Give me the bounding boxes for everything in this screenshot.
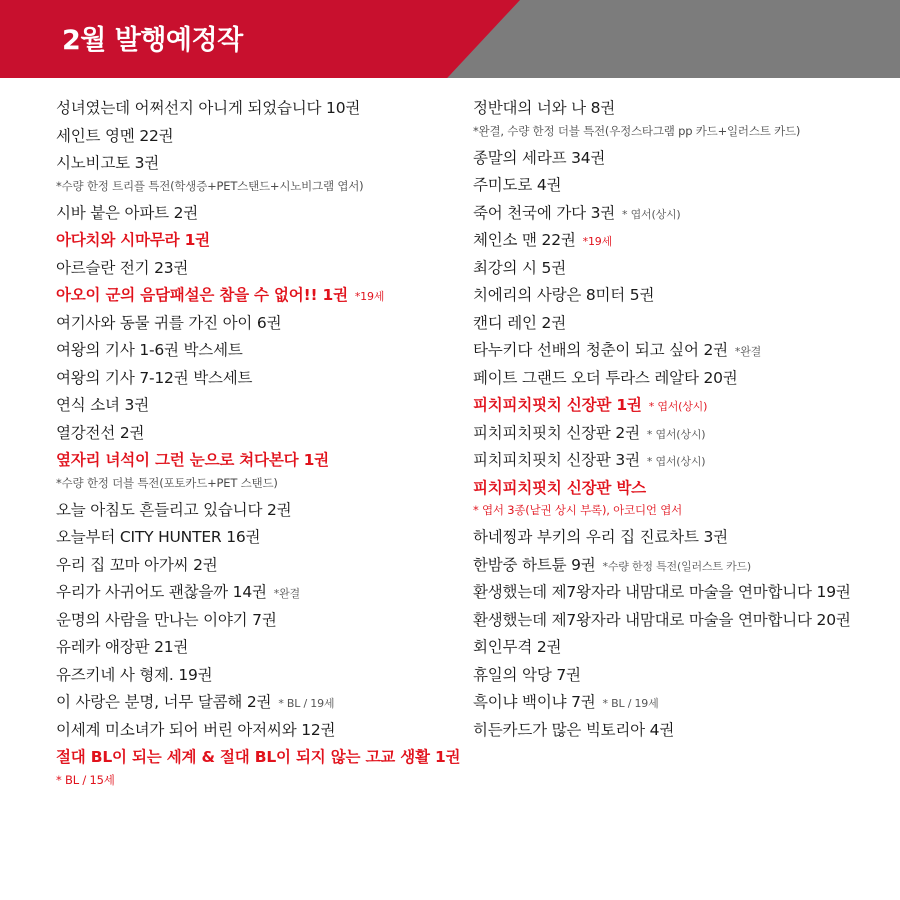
list-item [473,370,893,387]
list-item [473,452,893,469]
list-item-badge: *완결 [734,345,762,358]
list-item-title: 환생했는데 제7왕자라 내맘대로 마술을 연마합니다 19권 [473,583,851,601]
list-item [473,205,893,222]
list-item-note: * BL / 15세 [56,772,115,787]
list-item [473,722,893,739]
list-item [56,155,476,172]
list-item-title: 오늘부터 CITY HUNTER 16권 [56,528,261,546]
list-item-title: 페이트 그랜드 오더 투라스 레알타 20권 [473,368,738,387]
list-item-badge: *19세 [354,290,385,303]
list-item-title: 여왕의 기사 7-12권 박스세트 [56,368,253,387]
list-item-title: 주미도로 4권 [473,176,562,194]
list-item [473,584,893,601]
list-item-title: 유즈키네 사 형제. 19권 [56,665,213,684]
list-item-title: 절대 BL이 되는 세계 & 절대 BL이 되지 않는 고교 생활 1권 [56,748,461,766]
list-item-title: 흑이냐 백이냐 7권 [473,693,596,711]
list-item [56,612,476,629]
list-item-title: 피치피치핏치 신장판 3권 [473,451,640,469]
list-item-note: * 엽서 3종(낱권 상시 부록), 아코디언 엽서 [473,503,683,517]
list-item-title: 아다치와 시마무라 1권 [56,231,210,249]
list-item-badge: * BL / 19세 [278,697,335,710]
list-item [473,315,893,332]
list-item-title: 운명의 사람을 만나는 이야기 7권 [56,610,277,629]
list-item-title: 회인무격 2권 [473,638,562,656]
list-item [56,287,476,304]
list-item [473,100,893,117]
list-item-title: 체인소 맨 22권 [473,231,576,249]
left-column [56,100,476,799]
list-item-title: 치에리의 사랑은 8미터 5권 [473,286,655,304]
list-item-title: 피치피치핏치 신장판 2권 [473,423,640,442]
list-item [473,397,893,414]
list-item-title: 성녀였는데 어쩌선지 아니게 되었습니다 10권 [56,99,361,117]
list-item-title: 유레카 애장판 21권 [56,638,189,656]
list-item [473,529,893,546]
list-item-title: 우리 집 꼬마 아가씨 2권 [56,555,218,574]
release-list-columns [0,78,900,900]
list-item-badge: * 엽서(상시) [622,207,681,221]
list-item-badge: *완결 [273,587,300,600]
list-item-title: 휴일의 악당 7권 [473,665,581,684]
list-item-badge: * 엽서(상시) [646,427,706,441]
list-item-badge: * 엽서(상시) [648,400,708,413]
list-item [56,557,476,574]
list-item-title: 히든카드가 많은 빅토리아 4권 [473,720,675,739]
list-item [56,722,476,739]
list-item-badge: *수량 한정 특전(일러스트 카드) [602,559,752,573]
list-item-title: 옆자리 녀석이 그런 눈으로 쳐다본다 1권 [56,451,329,469]
list-item-title: 캔디 레인 2권 [473,313,566,332]
list-item-title: 열강전선 2권 [56,423,145,442]
list-item-title: 타누키다 선배의 청춘이 되고 싶어 2권 [473,341,728,359]
list-item [56,342,476,359]
list-item-note: *수량 한정 트리플 특전(학생증+PET스탠드+시노비그램 엽서) [56,178,364,193]
list-item-title: 피치피치핏치 신장판 박스 [473,478,646,497]
list-item-title: 하네찡과 부키의 우리 집 진료차트 3권 [473,528,728,546]
list-item [56,584,476,601]
list-item-title: 정반대의 너와 나 8권 [473,99,616,117]
list-item [56,425,476,442]
list-item [473,557,893,574]
list-item [473,150,893,167]
list-item-title: 우리가 사귀어도 괜찮을까 14권 [56,583,267,601]
list-item [56,370,476,387]
list-item-title: 시바 붙은 아파트 2권 [56,203,199,222]
list-item [473,342,893,359]
list-item-title: 피치피치핏치 신장판 1권 [473,396,642,414]
list-item-note: *수량 한정 더블 특전(포토카드+PET 스탠드) [56,475,278,490]
list-item [473,287,893,304]
list-item [56,529,476,546]
page-header [0,0,900,78]
list-item-title: 시노비고토 3권 [56,154,160,172]
list-item-title: 이 사랑은 분명, 너무 달콤해 2권 [56,693,272,711]
list-item-title: 연식 소녀 3권 [56,396,149,414]
list-item-title: 죽어 천국에 가다 3권 [473,203,616,222]
list-item [56,452,476,469]
list-item [473,425,893,442]
list-item-badge: *19세 [582,235,612,248]
list-item [56,260,476,277]
list-item [56,205,476,222]
list-item-title: 여왕의 기사 1-6권 박스세트 [56,341,243,359]
list-item [56,694,476,711]
list-item-title: 세인트 영멘 22권 [56,126,174,145]
list-item [473,260,893,277]
list-item [56,749,476,766]
list-item-badge: * BL / 19세 [602,697,659,710]
list-item-note: *완결, 수량 한정 더블 특전(우정스타그램 pp 카드+일러스트 카드) [473,123,801,138]
list-item-title: 한밤중 하트튠 9권 [473,555,596,574]
list-item-title: 아르슬란 전기 23권 [56,258,189,277]
list-item [56,667,476,684]
list-item [473,177,893,194]
list-item-title: 종말의 세라프 34권 [473,148,606,167]
list-item [473,639,893,656]
right-column [473,100,893,749]
list-item [56,128,476,145]
list-item [473,612,893,629]
list-item-badge: * 엽서(상시) [646,455,706,468]
list-item [56,639,476,656]
page-title: 2월 발행예정작 [62,25,243,56]
list-item [473,232,893,249]
list-item [56,397,476,414]
list-item [473,480,893,497]
list-item-title: 이세계 미소녀가 되어 버린 아저씨와 12권 [56,720,336,739]
list-item [56,315,476,332]
list-item [56,100,476,117]
list-item [473,694,893,711]
list-item [56,232,476,249]
list-item-title: 환생했는데 제7왕자라 내맘대로 마술을 연마합니다 20권 [473,610,851,629]
list-item [473,667,893,684]
list-item [56,502,476,519]
list-item-title: 최강의 시 5권 [473,258,566,277]
list-item-title: 아오이 군의 음담패설은 참을 수 없어!! 1권 [56,286,348,304]
list-item-title: 여기사와 동물 귀를 가진 아이 6권 [56,313,282,332]
list-item-title: 오늘 아침도 흔들리고 있습니다 2권 [56,500,292,519]
